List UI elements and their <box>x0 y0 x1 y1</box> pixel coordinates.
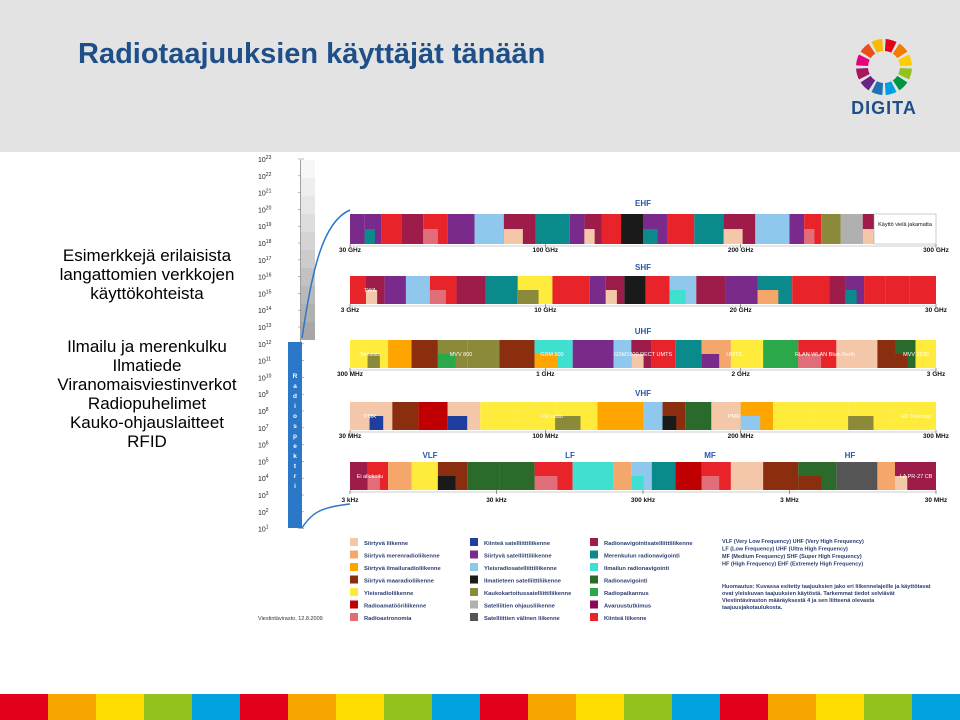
legend-swatch <box>470 601 478 609</box>
band-tick-label: 30 MHz <box>924 497 948 504</box>
examples-list <box>40 337 254 451</box>
logo-segment <box>885 39 897 53</box>
legend-label: Satelliitien ohjausliikenne <box>484 603 555 610</box>
allocation-block <box>731 462 763 490</box>
band-tick-label: 10 GHz <box>534 307 557 314</box>
legend-label: Yleisradiosatelliittiliikenne <box>484 566 557 572</box>
legend-swatch <box>590 588 598 596</box>
allocation-block <box>663 416 677 430</box>
header-bar <box>0 0 960 152</box>
stripe-segment <box>96 694 145 720</box>
allocation-block <box>438 476 456 490</box>
spectrum-column-cell <box>301 214 315 232</box>
band-tick-label: 200 GHz <box>727 247 754 254</box>
allocation-block <box>536 214 570 244</box>
stripe-segment <box>192 694 241 720</box>
stripe-segment <box>624 694 673 720</box>
examples-line: langattomien verkkojen <box>59 265 235 284</box>
power-tick-label: $10^1$ <box>258 524 269 534</box>
allocation-label: Ei allokoitu <box>356 474 384 480</box>
radio-spectrum-letter: o <box>293 413 297 420</box>
band-tick-label: 1 GHz <box>536 371 555 378</box>
allocation-block <box>475 214 504 244</box>
allocation-label: UMTS <box>726 352 742 358</box>
band-tick-label: 300 MHz <box>922 433 950 440</box>
logo-segment <box>893 76 908 91</box>
logo-segment <box>861 76 876 91</box>
slide-title: Radiotaajuuksien käyttäjät tänään <box>78 38 546 70</box>
band-tick-label: 300 GHz <box>923 247 949 254</box>
legend-label: Kiinteä satelliittiliikenne <box>484 541 551 547</box>
allocation-block <box>597 402 643 430</box>
band-tick-label: 2 GHz <box>731 371 750 378</box>
radio-spectrum-letter: a <box>293 383 297 390</box>
band-tick-label: 30 kHz <box>486 497 507 504</box>
legend-swatch <box>590 601 598 609</box>
band-name: HF <box>844 451 856 460</box>
power-tick-label: $10^{14}$ <box>258 306 272 316</box>
zoom-connector <box>302 504 350 528</box>
legend-label: Avaruustutkimus <box>604 603 652 610</box>
stripe-segment <box>48 694 97 720</box>
allocation-block <box>624 276 645 304</box>
spectrum-column-cell <box>301 304 315 322</box>
allocation-block <box>518 290 539 304</box>
band-tick-label: 3 GHz <box>926 371 946 378</box>
power-tick-label: $10^{21}$ <box>258 188 272 198</box>
legend-swatch <box>470 576 478 584</box>
radio-spectrum-letter: p <box>293 433 297 440</box>
spectrum-column-cell <box>301 250 315 268</box>
allocation-label: TWA <box>363 288 377 294</box>
legend-swatch <box>590 576 598 584</box>
legend-swatch <box>350 576 358 584</box>
abbreviation-line: VLF (Very Low Frequency) UHF (Very High Frequency) <box>722 539 864 545</box>
allocation-block <box>724 229 743 244</box>
allocation-block <box>877 462 895 490</box>
allocation-block <box>864 276 885 304</box>
spectrum-column-cell <box>301 178 315 196</box>
band-tick-label: 100 GHz <box>532 247 559 254</box>
stripe-segment <box>0 694 49 720</box>
power-tick-label: $10^2$ <box>258 507 269 517</box>
abbreviation-line: LF (Low Frequency) UHF (Ultra High Frequency) <box>722 546 848 553</box>
allocation-block <box>652 462 675 490</box>
legend-label: Yleisradioliikenne <box>364 591 414 597</box>
legend-swatch <box>590 551 598 559</box>
legend-swatch <box>470 538 478 546</box>
allocation-block <box>504 229 523 244</box>
logo-segment <box>871 39 883 53</box>
legend-swatch <box>470 613 478 621</box>
logo-text: DIGITA <box>851 98 917 118</box>
legend-label: Siirtyvä maaradioliikenne <box>364 578 434 585</box>
allocation-block <box>590 276 606 304</box>
stripe-segment <box>288 694 337 720</box>
power-tick-label: $10^{17}$ <box>258 255 272 265</box>
stripe-segment <box>720 694 769 720</box>
allocation-block <box>909 276 936 304</box>
allocation-block <box>573 340 614 368</box>
allocation-block <box>741 416 761 430</box>
power-tick-label: $10^3$ <box>258 491 269 500</box>
examples-item: RFID <box>127 432 167 451</box>
band-tick-label: 20 GHz <box>729 307 752 314</box>
legend-swatch <box>470 588 478 596</box>
allocation-block <box>809 402 848 430</box>
allocation-block <box>448 416 468 430</box>
allocation-block <box>448 214 475 244</box>
allocation-label: PMR <box>363 414 377 420</box>
legend-swatch <box>350 551 358 559</box>
power-tick-label: $10^{15}$ <box>258 289 272 299</box>
abbreviation-line: MF (Medium Frequency) SHF (Super High Frequency) <box>722 554 862 560</box>
logo-segment <box>898 54 912 66</box>
allocation-block <box>685 402 711 430</box>
power-tick-label: $10^{20}$ <box>258 205 272 215</box>
radio-spectrum-letter: e <box>293 443 297 450</box>
radio-spectrum-letter: k <box>293 453 297 460</box>
legend-label: Siirtyvä liikenne <box>364 541 409 547</box>
band-tick-label: 3 kHz <box>341 497 359 504</box>
power-tick-label: $10^7$ <box>258 423 269 433</box>
allocation-block <box>621 214 643 244</box>
allocation-block <box>694 214 723 244</box>
logo-segment <box>893 44 908 59</box>
stripe-segment <box>816 694 865 720</box>
examples-heading <box>40 246 254 303</box>
legend-label: Radionavigointi <box>604 578 648 585</box>
allocation-block <box>763 462 798 490</box>
frequency-spectrum-chart <box>252 152 952 632</box>
allocation-block <box>552 276 589 304</box>
allocation-block <box>758 290 779 304</box>
band-name: MF <box>704 451 716 460</box>
allocation-block <box>535 476 558 490</box>
power-tick-label: $10^{19}$ <box>258 222 272 232</box>
legend-swatch <box>350 613 358 621</box>
note-text: Huomautus: Kuvassa esitetty taajuuksien jako eri liikennelajeille ja käyttötavat ovat yleiskuvan taajuuksien käytöstä. Tarkemmat tiedot selviävät Viestintäviraston määräyksestä 4 ja sen liitteenä olevasta taajuusjakotaulukosta. <box>722 584 931 611</box>
examples-line: käyttökohteista <box>90 284 204 303</box>
power-tick-label: $10^5$ <box>258 457 269 467</box>
stripe-segment <box>336 694 385 720</box>
band-tick-label: 3 GHz <box>340 307 360 314</box>
band-name: VLF <box>422 451 438 460</box>
allocation-block <box>499 340 534 368</box>
allocation-block <box>675 462 701 490</box>
allocation-block <box>418 402 447 430</box>
allocation-block <box>584 229 594 244</box>
legend-swatch <box>470 563 478 571</box>
stripe-segment <box>528 694 577 720</box>
radio-spectrum-letter: d <box>293 393 297 400</box>
legend-swatch <box>350 538 358 546</box>
allocation-block <box>486 276 518 304</box>
band-tick-label: 3 MHz <box>780 497 799 504</box>
stripe-segment <box>480 694 529 720</box>
allocation-label: FM radio <box>541 414 563 420</box>
allocation-block <box>763 340 798 368</box>
stripe-segment <box>576 694 625 720</box>
power-tick-label: $10^{18}$ <box>258 239 272 248</box>
stripe-segment <box>768 694 817 720</box>
examples-item: Kauko-ohjauslaitteet <box>69 413 225 432</box>
stripe-segment <box>672 694 721 720</box>
allocation-block <box>696 276 725 304</box>
allocation-block <box>499 462 534 490</box>
note-box <box>722 584 932 628</box>
band-name: VHF <box>635 389 651 398</box>
allocation-block <box>423 229 438 244</box>
allocation-block <box>877 340 895 368</box>
power-tick-label: $10^8$ <box>258 407 269 416</box>
allocation-block <box>841 214 863 244</box>
allocation-label: LA PR-27 CB <box>899 474 933 480</box>
allocation-label: HD Televisio <box>900 414 932 420</box>
power-tick-label: $10^4$ <box>258 474 269 484</box>
legend-label: Satelliittien välinen liikenne <box>484 616 560 622</box>
legend-swatch <box>590 538 598 546</box>
allocation-block <box>643 229 658 244</box>
radio-spectrum-letter: r <box>293 473 297 480</box>
allocation-block <box>401 214 423 244</box>
band-tick-label: 30 GHz <box>924 307 948 314</box>
allocation-block <box>392 402 418 430</box>
power-tick-label: $10^{23}$ <box>258 155 272 164</box>
radio-spectrum-letter: R <box>292 373 298 380</box>
logo-segment <box>861 44 876 59</box>
legend-label: Merenkulun radionavigointi <box>604 553 680 560</box>
allocation-block <box>836 462 877 490</box>
power-tick-label: $10^9$ <box>258 390 269 400</box>
unallocated-note: Käyttö vielä jakamatta <box>878 222 932 228</box>
allocation-block <box>412 340 438 368</box>
allocation-block <box>430 290 446 304</box>
logo-segment <box>856 68 870 80</box>
allocation-block <box>675 340 701 368</box>
bottom-color-stripe <box>0 694 960 720</box>
allocation-label: MVV 800 <box>449 352 473 358</box>
digita-logo <box>846 36 922 126</box>
allocation-block <box>829 276 845 304</box>
logo-segment <box>871 81 883 95</box>
band-tick-label: 100 MHz <box>532 433 559 440</box>
allocation-block <box>614 462 632 490</box>
allocation-block <box>646 276 670 304</box>
legend-label: Kaukokartoitussatelliittiliikenne <box>484 591 572 597</box>
allocation-block <box>848 416 873 430</box>
unallocated-box <box>874 214 936 244</box>
allocation-block <box>467 462 499 490</box>
legend-label: Radionavigointisatelliittiliikenne <box>604 541 693 547</box>
allocation-block <box>702 354 720 368</box>
stripe-segment <box>144 694 193 720</box>
allocation-block <box>570 214 585 244</box>
logo-segment <box>898 68 912 80</box>
band-name: LF <box>565 451 575 460</box>
logo-segment <box>885 81 897 95</box>
allocation-label: GSM 900 <box>540 352 564 358</box>
allocation-block <box>606 290 617 304</box>
legend-label: Siirtyvä merenradioliikenne <box>364 553 440 560</box>
allocation-block <box>631 476 643 490</box>
radio-spectrum-letter: i <box>294 403 296 410</box>
band-tick-label: 300 MHz <box>336 371 364 378</box>
allocation-block <box>388 340 411 368</box>
legend-label: Siirtyvä ilmailuradioliikenne <box>364 566 441 572</box>
radio-spectrum-letter: i <box>294 483 296 490</box>
allocation-block <box>667 214 694 244</box>
power-tick-label: $10^{12}$ <box>258 339 272 349</box>
band-name: EHF <box>635 199 651 208</box>
legend-label: Radioamatööriliikenne <box>364 603 427 610</box>
legend-swatch <box>470 551 478 559</box>
allocation-block <box>726 276 758 304</box>
allocation-block <box>773 402 809 430</box>
allocation-block <box>601 214 621 244</box>
allocation-block <box>385 276 406 304</box>
abbreviation-line: HF (High Frequency) EHF (Extremely High Frequency) <box>722 561 864 568</box>
allocation-block <box>790 214 805 244</box>
examples-item: Radiopuhelimet <box>87 394 207 413</box>
stripe-segment <box>912 694 960 720</box>
stripe-segment <box>240 694 289 720</box>
allocation-label: GSM1800 DECT UMTS <box>613 352 673 358</box>
legend-label: Radioastronomia <box>364 616 412 622</box>
legend-label: Siirtyvä satelliittiliikenne <box>484 553 552 560</box>
allocation-block <box>573 462 614 490</box>
power-tick-label: $10^{13}$ <box>258 323 272 332</box>
power-tick-label: $10^6$ <box>258 440 269 450</box>
logo-segment <box>856 54 870 66</box>
band-tick-label: 30 MHz <box>338 433 362 440</box>
legend-label: Ilmatieteen satelliittiliikenne <box>484 578 561 585</box>
power-tick-label: $10^{11}$ <box>258 356 271 366</box>
allocation-block <box>480 402 516 430</box>
band-name: UHF <box>634 327 652 336</box>
spectrum-column-cell <box>301 196 315 214</box>
legend-swatch <box>350 601 358 609</box>
allocation-block <box>755 214 789 244</box>
allocation-block <box>457 276 486 304</box>
stripe-segment <box>432 694 481 720</box>
spectrum-column-cell <box>301 232 315 250</box>
legend-swatch <box>350 588 358 596</box>
allocation-block <box>845 290 856 304</box>
band-tick-label: 30 GHz <box>338 247 362 254</box>
examples-item: Viranomaisviestinverkot <box>57 375 237 394</box>
allocation-label: Televisio <box>359 352 381 358</box>
allocation-label: MVV 2500 <box>903 352 929 358</box>
examples-item: Ilmailu ja merenkulku <box>67 337 227 356</box>
spectrum-column-cell <box>301 160 315 178</box>
radio-spectrum-letter: t <box>293 463 297 470</box>
allocation-block <box>365 229 375 244</box>
legend-label: Kiinteä liikenne <box>604 616 647 622</box>
allocation-block <box>702 476 720 490</box>
allocation-block <box>643 402 663 430</box>
allocation-block <box>412 462 438 490</box>
power-tick-label: $10^{10}$ <box>258 373 272 383</box>
stripe-segment <box>864 694 913 720</box>
examples-line: Esimerkkejä erilaisista <box>62 246 232 265</box>
allocation-block <box>670 290 686 304</box>
allocation-label: RLAN WLAN Blue-Tooth <box>795 352 855 358</box>
power-tick-label: $10^{22}$ <box>258 171 272 181</box>
examples-item: Ilmatiede <box>112 356 182 375</box>
legend-swatch <box>590 613 598 621</box>
allocation-block <box>804 229 814 244</box>
band-tick-label: 300 kHz <box>630 497 656 504</box>
legend-swatch <box>590 563 598 571</box>
allocation-block <box>885 276 909 304</box>
band-name: SHF <box>635 263 651 272</box>
allocation-block <box>388 462 411 490</box>
legend-swatch <box>350 563 358 571</box>
legend-label: Radiopaikannus <box>604 591 649 597</box>
allocation-block <box>798 476 821 490</box>
radio-spectrum-letter: s <box>293 423 297 430</box>
allocation-block <box>406 276 430 304</box>
allocation-label: PMR <box>727 414 741 420</box>
allocation-block <box>821 214 841 244</box>
footer-source: Viestintävirasto, 12.8.2009 <box>258 616 323 622</box>
legend-label: Ilmailun radionavigointi <box>604 566 670 572</box>
allocation-block <box>350 214 365 244</box>
allocation-block <box>792 276 829 304</box>
allocation-block <box>382 214 402 244</box>
logo-ring-icon <box>846 36 922 98</box>
band-tick-label: 200 MHz <box>727 433 754 440</box>
stripe-segment <box>384 694 433 720</box>
power-tick-label: $10^{16}$ <box>258 272 272 282</box>
